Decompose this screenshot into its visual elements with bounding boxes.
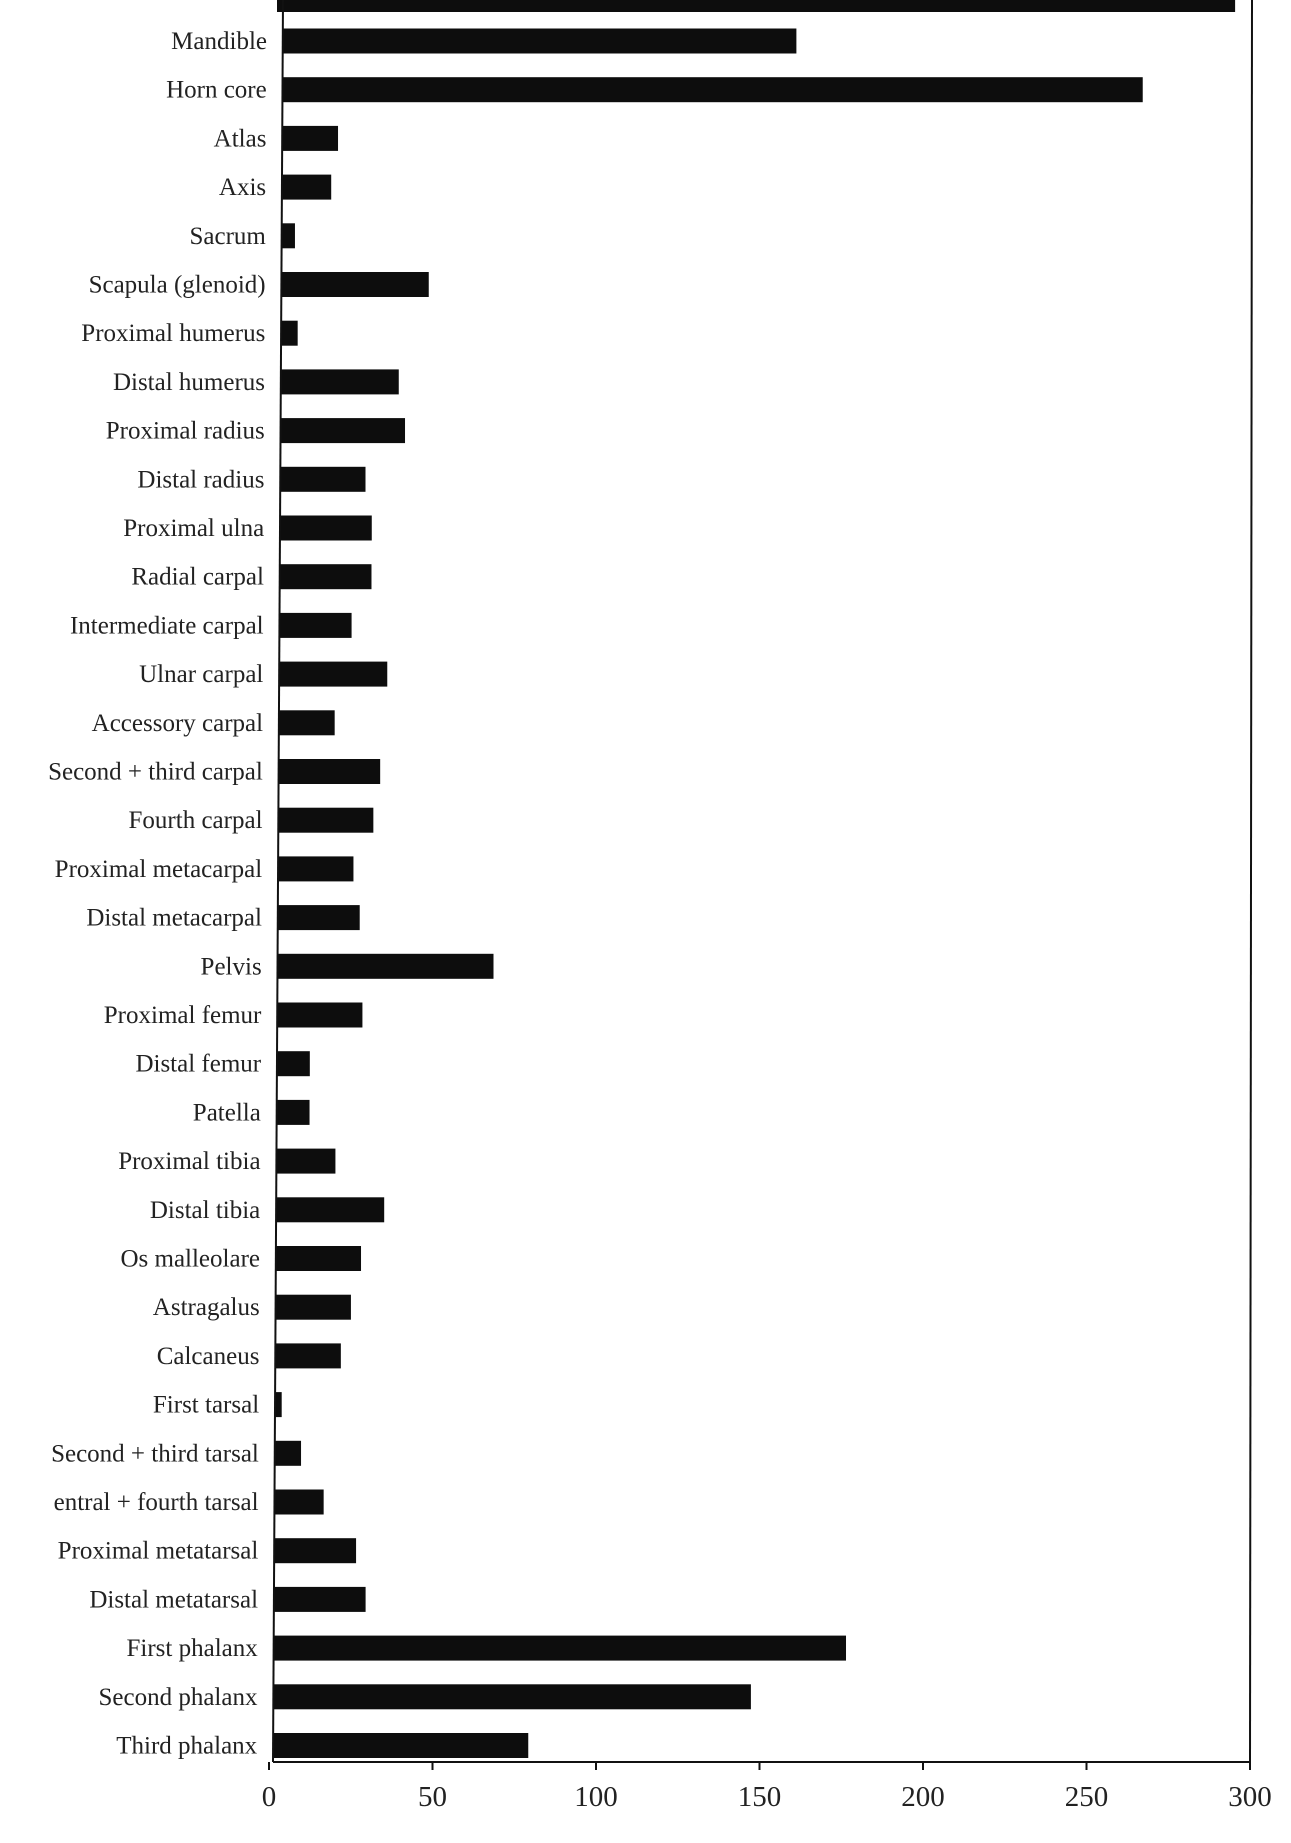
- bar-33: [274, 1636, 846, 1661]
- category-label-26: Astragalus: [152, 1294, 260, 1322]
- category-label-27: Calcaneus: [156, 1342, 260, 1370]
- category-label-22: Patella: [192, 1099, 261, 1127]
- category-label-17: Proximal metacarpal: [54, 855, 263, 883]
- bar-13: [279, 662, 387, 687]
- bar-12: [280, 613, 352, 638]
- category-label-2: Atlas: [213, 125, 267, 153]
- category-label-33: First phalanx: [126, 1635, 258, 1663]
- bar-26: [276, 1295, 351, 1320]
- category-label-28: First tarsal: [152, 1391, 260, 1419]
- bar-30: [275, 1490, 324, 1515]
- x-tick-label-0: 0: [261, 1781, 277, 1813]
- category-label-18: Distal metacarpal: [86, 904, 262, 932]
- x-axis: [262, 0, 1272, 1813]
- category-label-6: Proximal humerus: [81, 320, 266, 348]
- category-label-32: Distal metatarsal: [89, 1586, 259, 1614]
- bar-18: [278, 905, 360, 930]
- bar-8: [281, 418, 405, 443]
- category-label-14: Accessory carpal: [91, 709, 264, 737]
- bars-group: [273, 0, 1235, 1758]
- bar-15: [279, 759, 380, 784]
- category-label-21: Distal femur: [135, 1050, 262, 1078]
- category-labels-group: [48, 28, 267, 1760]
- bar-3: [282, 175, 331, 200]
- bar-1: [283, 77, 1143, 102]
- bar-2: [282, 126, 338, 151]
- right-border-line: [1250, 0, 1252, 1762]
- bar-0: [283, 29, 796, 54]
- bar-14: [279, 710, 335, 735]
- category-label-4: Sacrum: [189, 222, 266, 250]
- category-label-5: Scapula (glenoid): [88, 271, 266, 299]
- bar-4: [282, 223, 295, 248]
- bar-9: [280, 467, 365, 492]
- bar-35: [273, 1733, 528, 1758]
- bar-20: [277, 1003, 362, 1028]
- category-label-19: Pelvis: [200, 953, 262, 981]
- bar-5: [282, 272, 429, 297]
- category-label-24: Distal tibia: [149, 1196, 261, 1224]
- category-label-7: Distal humerus: [112, 368, 266, 396]
- bar-7: [281, 369, 399, 394]
- x-tick-label-1: 50: [418, 1781, 447, 1813]
- bar-27: [275, 1343, 340, 1368]
- bar-11: [280, 564, 372, 589]
- x-tick-label-2: 100: [574, 1781, 618, 1813]
- category-label-25: Os malleolare: [120, 1245, 260, 1273]
- bar-10: [280, 516, 372, 541]
- category-label-11: Radial carpal: [131, 563, 264, 591]
- bar-19: [278, 954, 494, 979]
- x-tick-label-3: 150: [737, 1781, 782, 1813]
- category-label-0: Mandible: [171, 28, 267, 55]
- category-label-10: Proximal ulna: [123, 515, 265, 542]
- x-tick-label-4: 200: [901, 1781, 945, 1813]
- bar-clipped-top: [277, 0, 1235, 12]
- bar-6: [281, 321, 297, 346]
- category-label-12: Intermediate carpal: [69, 612, 264, 640]
- category-label-16: Fourth carpal: [128, 807, 263, 835]
- x-tick-label-5: 250: [1064, 1781, 1109, 1813]
- category-label-31: Proximal metatarsal: [57, 1537, 259, 1565]
- category-label-13: Ulnar carpal: [139, 661, 264, 689]
- category-label-29: Second + third tarsal: [51, 1440, 259, 1468]
- bar-31: [274, 1538, 356, 1563]
- bar-22: [277, 1100, 310, 1125]
- category-label-15: Second + third carpal: [48, 758, 263, 786]
- bar-21: [277, 1051, 310, 1076]
- category-label-30: entral + fourth tarsal: [53, 1489, 259, 1516]
- bar-24: [276, 1197, 384, 1222]
- bar-32: [274, 1587, 366, 1612]
- category-label-34: Second phalanx: [98, 1683, 258, 1711]
- bar-25: [276, 1246, 361, 1271]
- bar-17: [278, 856, 353, 881]
- category-label-8: Proximal radius: [105, 417, 265, 445]
- category-label-35: Third phalanx: [116, 1732, 258, 1760]
- bar-28: [275, 1392, 282, 1417]
- category-label-3: Axis: [218, 174, 267, 202]
- category-label-23: Proximal tibia: [118, 1148, 261, 1176]
- category-label-1: Horn core: [166, 76, 267, 104]
- category-label-9: Distal radius: [137, 466, 265, 494]
- bar-23: [277, 1149, 336, 1174]
- bar-16: [279, 808, 374, 833]
- category-label-20: Proximal femur: [103, 1002, 262, 1029]
- bar-29: [275, 1441, 301, 1466]
- bar-34: [273, 1684, 750, 1709]
- x-tick-label-6: 300: [1228, 1781, 1272, 1813]
